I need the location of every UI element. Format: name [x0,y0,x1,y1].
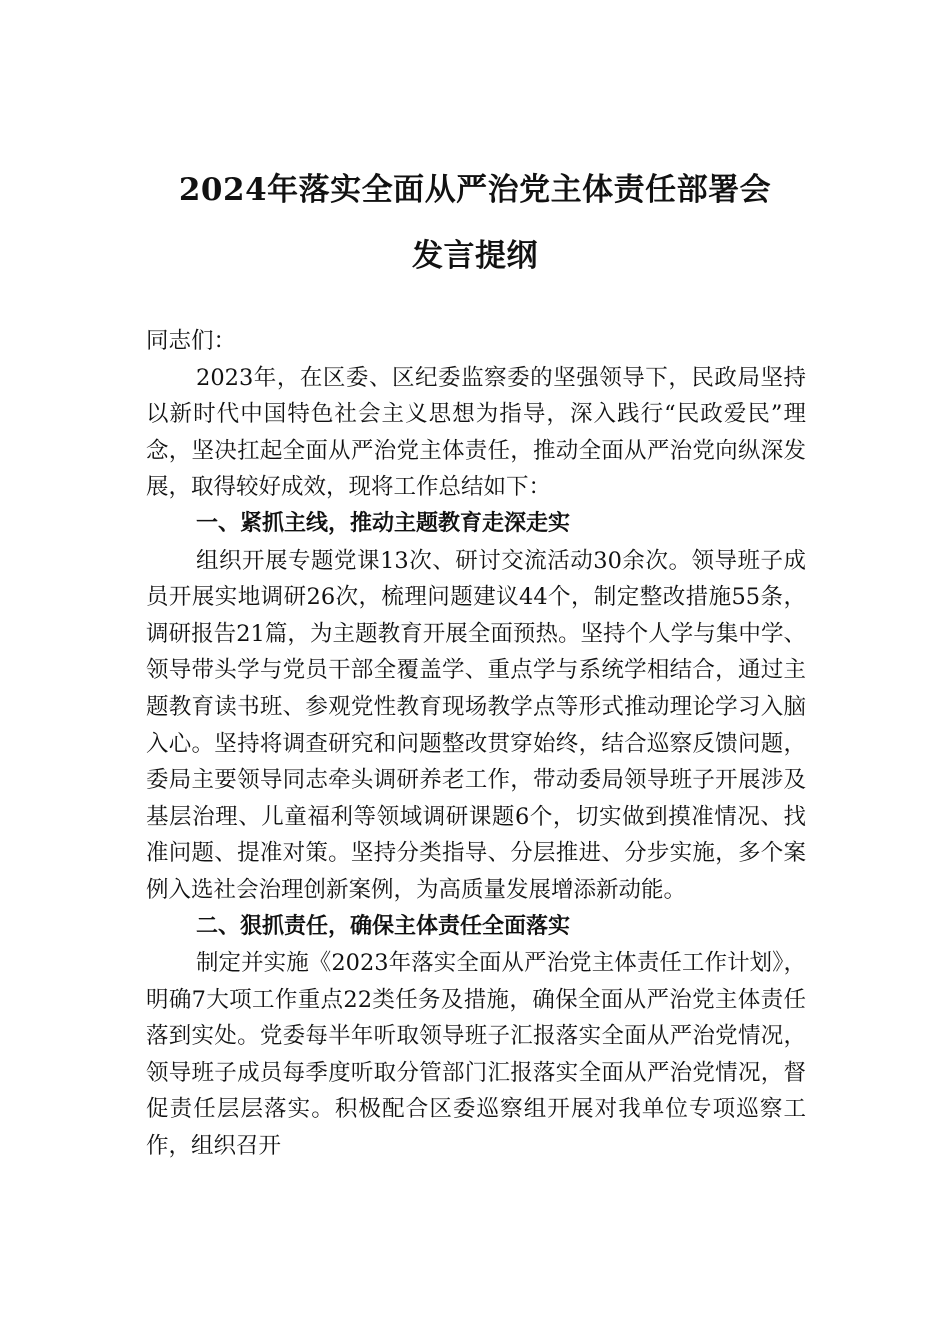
intro-paragraph: 2023年，在区委、区纪委监察委的坚强领导下，民政局坚持以新时代中国特色社会主义思想为指导，深入践行“民政爱民”理念，坚决扛起全面从严治党主体责任，推动全面从严治党向纵深发展，取得较好成效，现将工作总结如下： [146,364,806,501]
document-body [146,323,806,1165]
section-heading-1: 一、紧抓主线，推动主题教育走深走实 [196,510,571,536]
section-paragraph-2: 制定并实施《2023年落实全面从严治党主体责任工作计划》，明确7大项工作重点22类任务及措施，确保全面从严治党主体责任落到实处。党委每半年听取领导班子汇报落实全面从严治党情况，领导班子成员每季度听取分管部门汇报落实全面从严治党情况，督促责任层层落实。积极配合区委巡察组开展对我单位专项巡察工作，组织召开 [146,950,806,1160]
document-title-line2: 发言提纲 [412,238,538,274]
section-heading-2: 二、狠抓责任，确保主体责任全面落实 [196,913,571,939]
section-paragraph-1: 组织开展专题党课13次、研讨交流活动30余次。领导班子成员开展实地调研26次，梳理问题建议44个，制定整改措施55条，调研报告21篇，为主题教育开展全面预热。坚持个人学与集中学、领导带头学与党员干部全覆盖学、重点学与系统学相结合，通过主题教育读书班、参观党性教育现场教学点等形式推动理论学习入脑入心。坚持将调查研究和问题整改贯穿始终，结合巡察反馈问题，委局主要领导同志牵头调研养老工作，带动委局领导班子开展涉及基层治理、儿童福利等领域调研课题6个，切实做到摸准情况、找准问题、提准对策。坚持分类指导、分层推进、分步实施，多个案例入选社会治理创新案例，为高质量发展增添新动能。 [146,547,806,903]
document-title-line1: 2024年落实全面从严治党主体责任部署会 [178,172,772,208]
salutation: 同志们： [146,328,237,354]
